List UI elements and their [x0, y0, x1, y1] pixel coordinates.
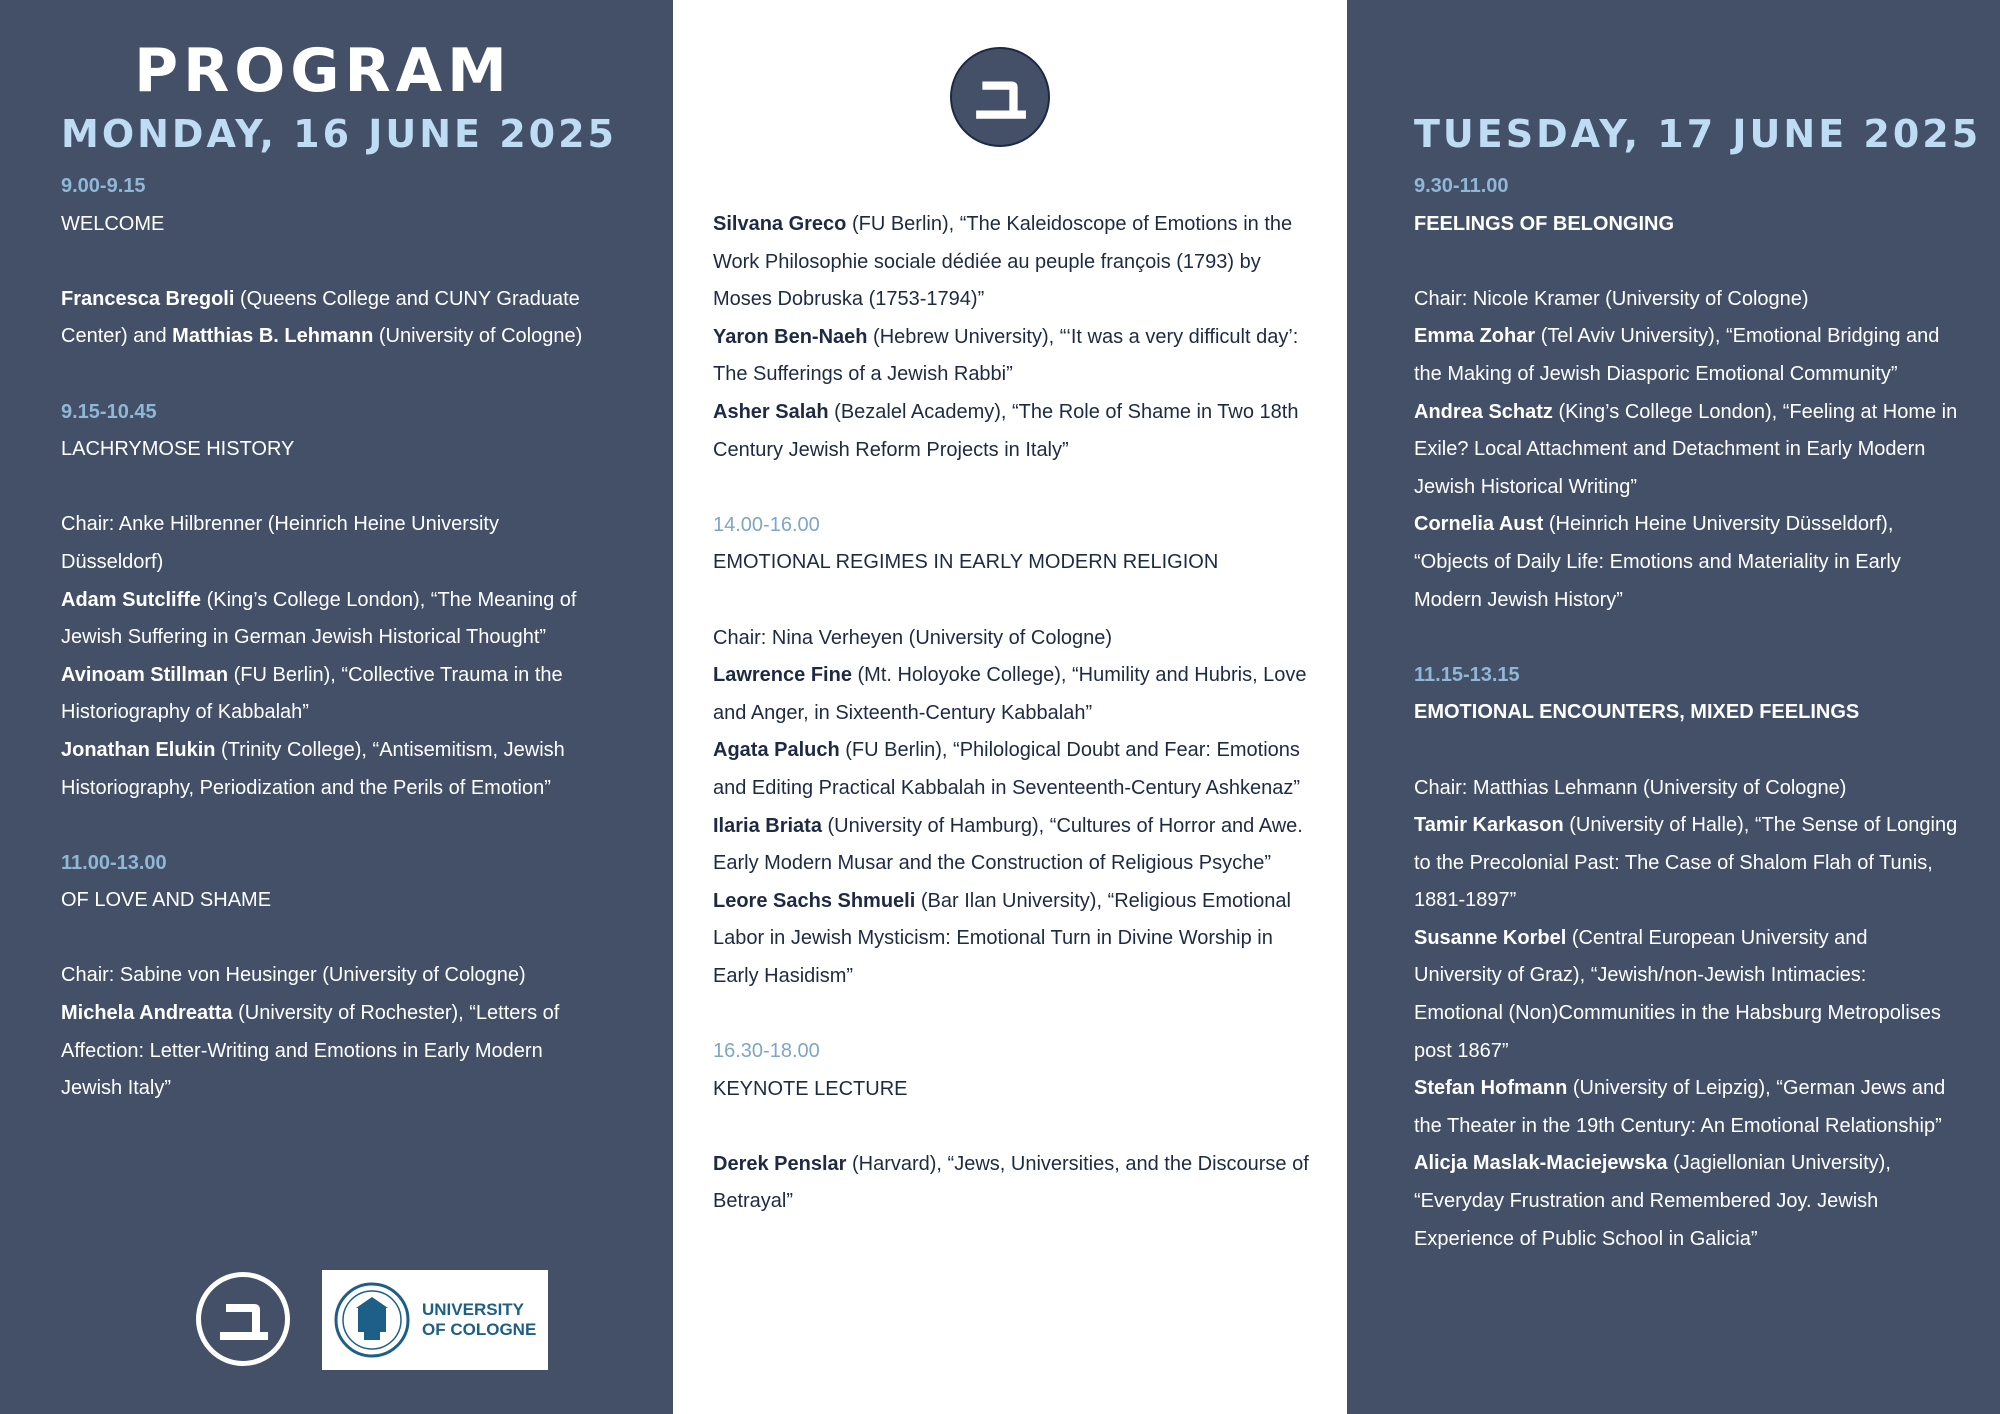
speaker-name: Jonathan Elukin: [61, 738, 216, 761]
speaker-name: Cornelia Aust: [1414, 513, 1544, 536]
talk-entry: [713, 732, 1313, 807]
university-name: [422, 1300, 536, 1340]
session-title: EMOTIONAL REGIMES IN EARLY MODERN RELIGION: [713, 551, 1219, 574]
talk-details: (Trinity College), “Antisemitism, Jewish Historiography, Periodization and the Perils of Emotion”: [61, 738, 565, 799]
session-time: 14.00-16.00: [713, 513, 820, 536]
session-time: 11.15-13.15: [1414, 663, 1520, 686]
tuesday-schedule: [1414, 168, 1959, 1296]
talk-details: (King’s College London), “Feeling at Home in Exile? Local Attachment and Detachment in Early Modern Jewish Historical Writing”: [1414, 400, 1958, 498]
speaker-name: Andrea Schatz: [1414, 400, 1553, 423]
session-title: FEELINGS OF BELONGING: [1414, 212, 1675, 235]
session-title: KEYNOTE LECTURE: [713, 1077, 908, 1100]
talk-entry: [61, 995, 601, 1108]
session-lachrymose: [61, 394, 601, 808]
talk-details: (University of Hamburg), “Cultures of Horror and Awe. Early Modern Musar and the Construction of Religious Psyche”: [713, 814, 1303, 875]
program-title: PROGRAM: [134, 36, 512, 106]
talk-details: (Harvard), “Jews, Universities, and the Discourse of Betrayal”: [713, 1152, 1309, 1213]
bet-logo: [950, 47, 1050, 147]
talk-entry: [1414, 1145, 1959, 1258]
speaker-name: Francesca Bregoli: [61, 287, 235, 310]
speaker-name: Ilaria Briata: [713, 814, 822, 837]
session-chair: Chair: Nina Verheyen (University of Cologne): [713, 626, 1113, 649]
session-encounters: [1414, 657, 1959, 1259]
talk-details: (University of Rochester), “Letters of Affection: Letter-Writing and Emotions in Early Modern Jewish Italy”: [61, 1002, 560, 1100]
session-chair: Chair: Sabine von Heusinger (University of Cologne): [61, 964, 526, 987]
talk-entry: [61, 657, 601, 732]
university-of-cologne-logo: [322, 1270, 548, 1370]
talk-details: (FU Berlin), “Philological Doubt and Fear: Emotions and Editing Practical Kabbalah in Seventeenth-Century Ashkenaz”: [713, 739, 1301, 799]
talk-details: (FU Berlin), “Collective Trauma in the Historiography of Kabbalah”: [61, 663, 563, 724]
talk-details: (Tel Aviv University), “Emotional Bridging and the Making of Jewish Diasporic Emotional Community”: [1414, 325, 1940, 385]
welcome-speakers: [61, 281, 601, 356]
session-title: OF LOVE AND SHAME: [61, 889, 272, 912]
talk-entry: [1414, 506, 1959, 619]
hebrew-bet-icon: [216, 1292, 270, 1346]
speaker-name: Adam Sutcliffe: [61, 588, 202, 611]
tuesday-title: TUESDAY, 17 JUNE 2025: [1414, 112, 1982, 156]
talk-details: (Bezalel Academy), “The Role of Shame in Two 18th Century Jewish Reform Projects in Italy”: [713, 400, 1299, 461]
speaker-name: Lawrence Fine: [713, 664, 852, 687]
speaker-name: Tamir Karkason: [1414, 814, 1564, 837]
speaker-name: Stefan Hofmann: [1414, 1077, 1568, 1100]
speaker-affiliation: (University of Cologne): [373, 325, 583, 348]
talk-details: (Mt. Holoyoke College), “Humility and Hubris, Love and Anger, in Sixteenth-Century Kabbalah”: [713, 664, 1307, 724]
speaker-name: Asher Salah: [713, 400, 829, 423]
university-name-line2: OF COLOGNE: [422, 1320, 537, 1339]
talk-entry: [713, 319, 1313, 394]
university-seal-icon: [334, 1282, 410, 1358]
speaker-name: Leore Sachs Shmueli: [713, 889, 916, 912]
monday-continued-panel: [673, 0, 1347, 1414]
speaker-name: Silvana Greco: [713, 213, 847, 235]
talk-entry: [713, 808, 1313, 883]
talk-details: (Heinrich Heine University Düsseldorf), “Objects of Daily Life: Emotions and Materiality in Early Modern Jewish History”: [1414, 513, 1901, 611]
talk-entry: [713, 1146, 1313, 1221]
talk-details: (Hebrew University), “‘It was a very difficult day’: The Sufferings of a Jewish Rabbi”: [713, 325, 1299, 386]
tuesday-panel: [1347, 0, 2000, 1414]
speaker-name: Michela Andreatta: [61, 1002, 233, 1025]
talk-details: (Central European University and University of Graz), “Jewish/non-Jewish Intimacies: Emotional (Non)Communities in the Habsburg Metropolises post 1867”: [1414, 926, 1941, 1062]
session-love-shame: [61, 845, 601, 1108]
talk-entry: [61, 732, 601, 807]
session-chair: Chair: Nicole Kramer (University of Cologne): [1414, 287, 1809, 310]
talk-entry: [713, 657, 1313, 732]
talk-details: (King’s College London), “The Meaning of Jewish Suffering in German Jewish Historical Thought”: [61, 588, 577, 649]
speaker-name: Matthias B. Lehmann: [172, 325, 374, 348]
speaker-name: Alicja Maslak-Maciejewska: [1414, 1152, 1668, 1175]
session-title: EMOTIONAL ENCOUNTERS, MIXED FEELINGS: [1414, 701, 1860, 724]
talk-entry: [713, 883, 1313, 996]
talk-details: (Bar Ilan University), “Religious Emotional Labor in Jewish Mysticism: Emotional Turn in Divine Worship in Early Hasidism”: [713, 889, 1291, 987]
speaker-affiliation: (Queens College and CUNY Graduate Center) and: [61, 287, 580, 348]
session-keynote: [713, 1033, 1313, 1221]
monday-schedule: [61, 168, 601, 1145]
talk-details: (University of Halle), “The Sense of Longing to the Precolonial Past: The Case of Shalom Flah of Tunis, 1881-1897”: [1414, 814, 1958, 912]
talk-entry: [1414, 807, 1959, 920]
session-chair: Chair: Matthias Lehmann (University of Cologne): [1414, 776, 1847, 799]
session-time: 9.00-9.15: [61, 175, 146, 197]
university-name-line1: UNIVERSITY: [422, 1300, 525, 1319]
session-time: 9.15-10.45: [61, 400, 157, 423]
talk-entry: [713, 206, 1313, 319]
talk-entry: [1414, 920, 1959, 1070]
session-welcome: [61, 168, 601, 356]
bet-logo: [196, 1272, 290, 1366]
monday-title: MONDAY, 16 JUNE 2025: [61, 112, 617, 156]
talk-entry: [1414, 318, 1959, 393]
monday-panel: [0, 0, 673, 1414]
talk-details: (Jagiellonian University), “Everyday Frustration and Remembered Joy. Jewish Experience of Public School in Galicia”: [1414, 1152, 1891, 1250]
session-love-shame-continued: [713, 206, 1313, 469]
speaker-name: Yaron Ben-Naeh: [713, 325, 868, 348]
talk-entry: [713, 394, 1313, 469]
session-chair: Chair: Anke Hilbrenner (Heinrich Heine University Düsseldorf): [61, 513, 499, 573]
speaker-name: Emma Zohar: [1414, 325, 1536, 348]
speaker-name: Susanne Korbel: [1414, 926, 1567, 949]
monday-continued-schedule: [713, 206, 1313, 1259]
session-title: LACHRYMOSE HISTORY: [61, 438, 295, 461]
talk-entry: [1414, 394, 1959, 507]
hebrew-bet-icon: [972, 69, 1028, 125]
talk-entry: [61, 582, 601, 657]
speaker-name: Avinoam Stillman: [61, 663, 229, 686]
speaker-name: Derek Penslar: [713, 1152, 847, 1175]
session-time: 11.00-13.00: [61, 851, 167, 874]
speaker-name: Agata Paluch: [713, 739, 840, 762]
talk-entry: [1414, 1070, 1959, 1145]
talk-details: (University of Leipzig), “German Jews and the Theater in the 19th Century: An Emotional Relationship”: [1414, 1077, 1946, 1137]
session-regimes: [713, 507, 1313, 996]
session-time: 16.30-18.00: [713, 1040, 820, 1063]
session-belonging: [1414, 168, 1959, 619]
session-title: WELCOME: [61, 212, 165, 235]
talk-details: (FU Berlin), “The Kaleidoscope of Emotions in the Work Philosophie sociale dédiée au peuple françois (1793) by Moses Dobruska (1753-1794)”: [713, 213, 1293, 311]
session-time: 9.30-11.00: [1414, 175, 1509, 197]
